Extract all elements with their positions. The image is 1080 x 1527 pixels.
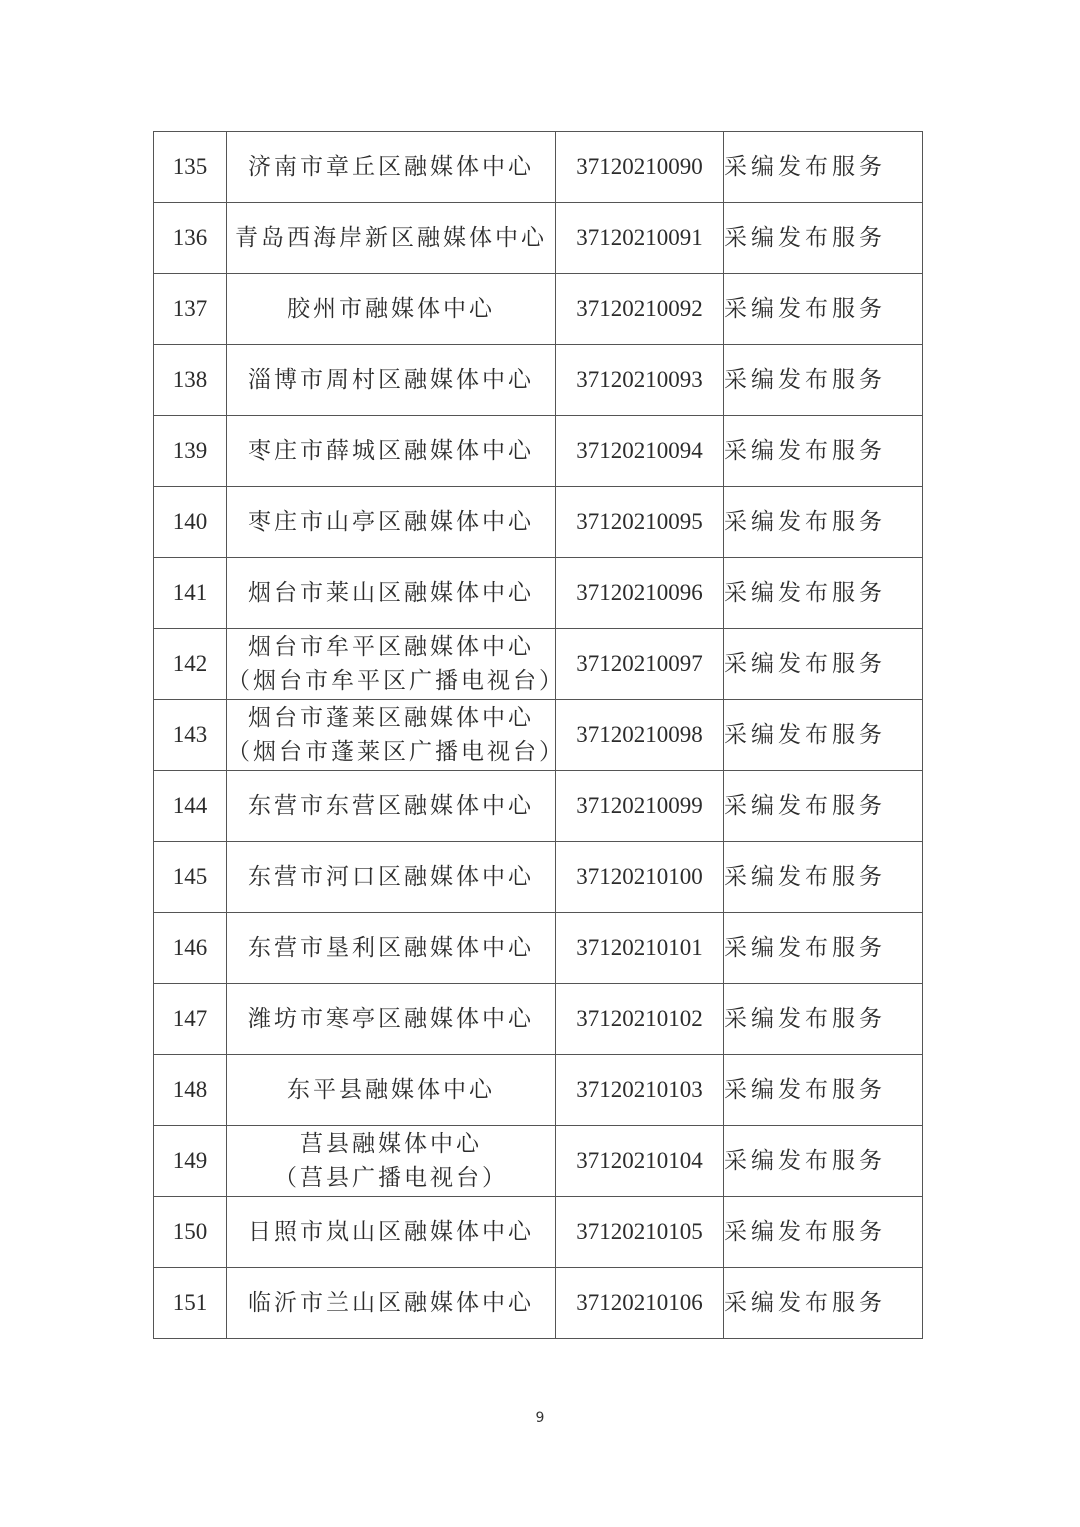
registry-table-body (154, 132, 923, 1339)
license-code-cell: 37120210104 (556, 1126, 724, 1197)
service-type-cell: 采编发布服务 (724, 203, 923, 274)
table-row (154, 416, 923, 487)
row-number-cell: 142 (154, 629, 227, 700)
table-row (154, 345, 923, 416)
organization-alias: （烟台市牟平区广播电视台） (227, 668, 565, 694)
service-type-cell: 采编发布服务 (724, 1197, 923, 1268)
license-code-cell: 37120210097 (556, 629, 724, 700)
service-type-cell: 采编发布服务 (724, 132, 923, 203)
table-row (154, 984, 923, 1055)
organization-name-cell (227, 274, 556, 345)
license-code-cell: 37120210095 (556, 487, 724, 558)
table-row (154, 842, 923, 913)
service-type-cell: 采编发布服务 (724, 842, 923, 913)
registry-table (153, 131, 923, 1339)
service-type-cell: 采编发布服务 (724, 1055, 923, 1126)
row-number-cell: 141 (154, 558, 227, 629)
table-row (154, 1126, 923, 1197)
organization-name: 烟台市牟平区融媒体中心 (248, 634, 534, 660)
row-number-cell: 149 (154, 1126, 227, 1197)
organization-name: 日照市岚山区融媒体中心 (248, 1219, 534, 1245)
organization-name-cell (227, 629, 565, 700)
table-row (154, 1055, 923, 1126)
row-number-cell: 145 (154, 842, 227, 913)
organization-name: 枣庄市山亭区融媒体中心 (248, 509, 534, 535)
row-number-cell: 148 (154, 1055, 227, 1126)
license-code-cell: 37120210103 (556, 1055, 724, 1126)
page-number: 9 (535, 1410, 545, 1426)
organization-name: 枣庄市薛城区融媒体中心 (248, 438, 534, 464)
service-type-cell: 采编发布服务 (724, 1126, 923, 1197)
license-code-cell: 37120210105 (556, 1197, 724, 1268)
service-type-cell: 采编发布服务 (724, 984, 923, 1055)
organization-name: 潍坊市寒亭区融媒体中心 (248, 1006, 534, 1032)
organization-name-cell (227, 1126, 556, 1197)
table-row (154, 1268, 923, 1339)
organization-alias: （烟台市蓬莱区广播电视台） (227, 739, 565, 765)
organization-name: 东平县融媒体中心 (287, 1077, 495, 1103)
service-type-cell: 采编发布服务 (724, 1268, 923, 1339)
table-row (154, 700, 923, 771)
row-number-cell: 138 (154, 345, 227, 416)
organization-name-cell (227, 842, 556, 913)
license-code-cell: 37120210090 (556, 132, 724, 203)
license-code-cell: 37120210093 (556, 345, 724, 416)
service-type-cell: 采编发布服务 (724, 345, 923, 416)
organization-name-cell (227, 1268, 556, 1339)
organization-name: 青岛西海岸新区融媒体中心 (235, 225, 547, 251)
organization-name-cell (227, 1197, 556, 1268)
organization-name-cell (227, 700, 565, 771)
organization-name-cell (227, 771, 556, 842)
organization-name: 胶州市融媒体中心 (287, 296, 495, 322)
table-row (154, 1197, 923, 1268)
organization-name-cell (227, 1055, 556, 1126)
row-number-cell: 144 (154, 771, 227, 842)
service-type-cell: 采编发布服务 (724, 416, 923, 487)
table-row (154, 771, 923, 842)
service-type-cell: 采编发布服务 (724, 558, 923, 629)
service-type-cell: 采编发布服务 (724, 700, 923, 771)
organization-name-cell (227, 132, 556, 203)
organization-name: 济南市章丘区融媒体中心 (248, 154, 534, 180)
license-code-cell: 37120210091 (556, 203, 724, 274)
row-number-cell: 140 (154, 487, 227, 558)
row-number-cell: 150 (154, 1197, 227, 1268)
organization-name-cell (227, 558, 556, 629)
table-row (154, 629, 923, 700)
organization-name-cell (227, 984, 556, 1055)
organization-name: 烟台市莱山区融媒体中心 (248, 580, 534, 606)
organization-name: 莒县融媒体中心 (300, 1131, 482, 1157)
service-type-cell: 采编发布服务 (724, 629, 923, 700)
table-row (154, 913, 923, 984)
table-row (154, 558, 923, 629)
organization-name: 临沂市兰山区融媒体中心 (248, 1290, 534, 1316)
row-number-cell: 136 (154, 203, 227, 274)
license-code-cell: 37120210106 (556, 1268, 724, 1339)
table-row (154, 132, 923, 203)
table-row (154, 274, 923, 345)
organization-name: 烟台市蓬莱区融媒体中心 (248, 705, 534, 731)
row-number-cell: 151 (154, 1268, 227, 1339)
license-code-cell: 37120210098 (556, 700, 724, 771)
row-number-cell: 147 (154, 984, 227, 1055)
row-number-cell: 135 (154, 132, 227, 203)
organization-name-cell (227, 487, 556, 558)
table-row (154, 487, 923, 558)
service-type-cell: 采编发布服务 (724, 487, 923, 558)
license-code-cell: 37120210092 (556, 274, 724, 345)
organization-name-cell (227, 345, 556, 416)
table-row (154, 203, 923, 274)
row-number-cell: 137 (154, 274, 227, 345)
organization-name-cell (227, 416, 556, 487)
row-number-cell: 146 (154, 913, 227, 984)
license-code-cell: 37120210100 (556, 842, 724, 913)
organization-name: 东营市河口区融媒体中心 (248, 864, 534, 890)
organization-alias: （莒县广播电视台） (274, 1165, 508, 1191)
service-type-cell: 采编发布服务 (724, 913, 923, 984)
row-number-cell: 143 (154, 700, 227, 771)
organization-name: 东营市垦利区融媒体中心 (248, 935, 534, 961)
license-code-cell: 37120210099 (556, 771, 724, 842)
license-code-cell: 37120210094 (556, 416, 724, 487)
license-code-cell: 37120210096 (556, 558, 724, 629)
license-code-cell: 37120210101 (556, 913, 724, 984)
organization-name-cell (227, 913, 556, 984)
service-type-cell: 采编发布服务 (724, 274, 923, 345)
service-type-cell: 采编发布服务 (724, 771, 923, 842)
license-code-cell: 37120210102 (556, 984, 724, 1055)
row-number-cell: 139 (154, 416, 227, 487)
organization-name-cell (227, 203, 556, 274)
organization-name: 淄博市周村区融媒体中心 (248, 367, 534, 393)
organization-name: 东营市东营区融媒体中心 (248, 793, 534, 819)
